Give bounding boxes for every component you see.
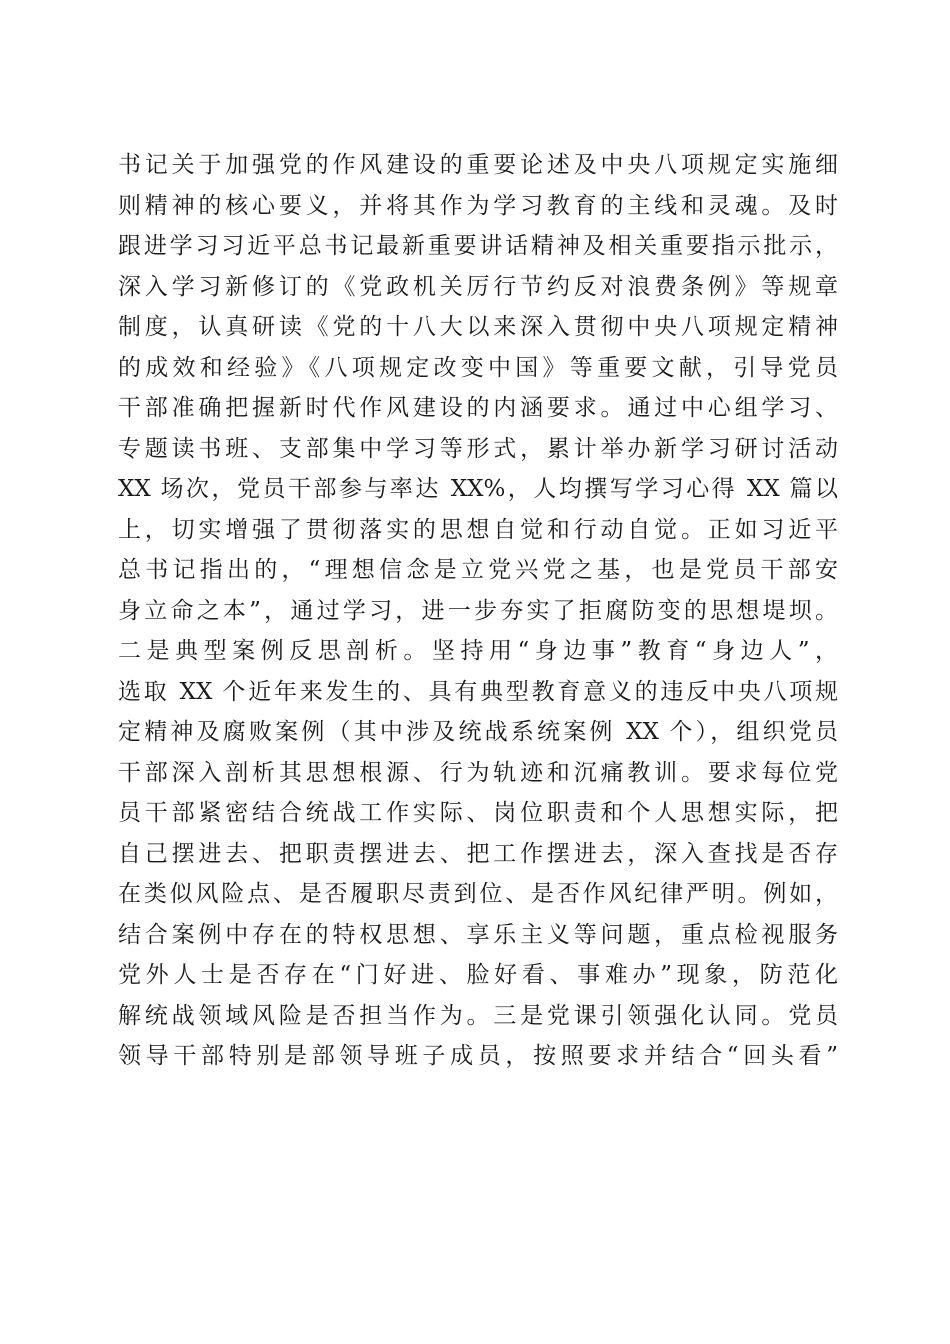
text-line: 深入学习新修订的《党政机关厉行节约反对浪费条例》等规章 [118,273,838,300]
text-line: 身立命之本”，通过学习，进一步夯实了拒腐防变的思想堤坝。 [118,597,838,624]
text-line: 则精神的核心要义，并将其作为学习教育的主线和灵魂。及时 [118,192,838,219]
text-line: 解统战领域风险是否担当作为。三是党课引领强化认同。党员 [118,1002,838,1029]
text-line: 结合案例中存在的特权思想、享乐主义等问题，重点检视服务 [118,921,838,948]
text-line: 选取 XX 个近年来发生的、具有典型教育意义的违反中央八项规 [118,678,838,705]
text-line: 制度，认真研读《党的十八大以来深入贯彻中央八项规定精神 [118,314,838,340]
text-line: 在类似风险点、是否履职尽责到位、是否作风纪律严明。例如， [118,881,838,907]
text-line: 定精神及腐败案例（其中涉及统战系统案例 XX 个），组织党员 [118,719,838,745]
text-line: 自己摆进去、把职责摆进去、把工作摆进去，深入查找是否存 [118,840,838,867]
text-line: 员干部紧密结合统战工作实际、岗位职责和个人思想实际，把 [118,800,838,826]
body-paragraph [118,145,838,1077]
text-line: 上，切实增强了贯彻落实的思想自觉和行动自觉。正如习近平 [118,516,838,543]
text-line: 二是典型案例反思剖析。坚持用“身边事”教育“身边人”， [118,638,838,664]
text-line: 跟进学习习近平总书记最新重要讲话精神及相关重要指示批示， [118,233,838,259]
text-line: 总书记指出的，“理想信念是立党兴党之基，也是党员干部安 [118,557,838,583]
text-line: 的成效和经验》《八项规定改变中国》等重要文献，引导党员 [118,354,838,381]
text-line: 领导干部特别是部领导班子成员，按照要求并结合“回头看” [118,1043,838,1069]
text-line: XX 场次，党员干部参与率达 XX%，人均撰写学习心得 XX 篇以 [118,476,838,502]
text-line: 党外人士是否存在“门好进、脸好看、事难办”现象，防范化 [118,962,838,988]
text-line: 专题读书班、支部集中学习等形式，累计举办新学习研讨活动 [118,435,838,462]
text-line: 干部深入剖析其思想根源、行为轨迹和沉痛教训。要求每位党 [118,759,838,786]
text-line: 干部准确把握新时代作风建设的内涵要求。通过中心组学习、 [118,395,838,421]
text-line: 书记关于加强党的作风建设的重要论述及中央八项规定实施细 [118,152,838,178]
